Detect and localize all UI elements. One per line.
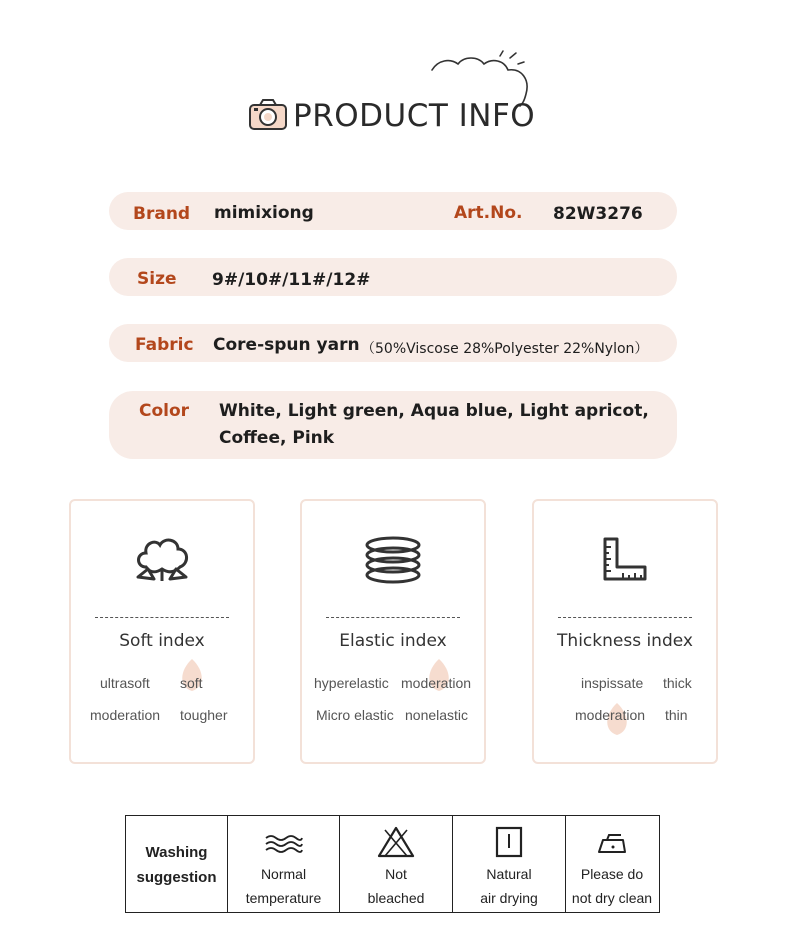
color-value-line1: White, Light green, Aqua blue, Light apricot, <box>219 401 649 421</box>
fabric-label: Fabric <box>135 335 194 355</box>
thickness-index-card <box>532 499 718 764</box>
option-thick: thick <box>663 675 692 691</box>
washing-item-bleach <box>339 816 452 912</box>
divider <box>558 617 692 618</box>
option-moderation: moderation <box>575 707 646 723</box>
washing-header-line1: Washing <box>145 844 208 861</box>
washing-item-drying <box>452 816 565 912</box>
option-ultrasoft: ultrasoft <box>100 675 150 691</box>
soft-index-title: Soft index <box>119 631 205 651</box>
no-bleach-icon <box>377 826 415 858</box>
camera-icon <box>248 97 288 131</box>
washing-item-line2: temperature <box>245 890 322 906</box>
option-thin: thin <box>665 707 688 723</box>
fabric-row <box>109 324 677 362</box>
soft-index-card <box>69 499 255 764</box>
divider <box>326 617 460 618</box>
line-dry-icon <box>494 826 524 858</box>
fabric-detail: （50%Viscose 28%Polyester 22%Nylon） <box>361 341 649 357</box>
option-moderation: moderation <box>90 707 161 723</box>
size-label: Size <box>137 269 177 289</box>
washing-item-line1: Please do <box>580 866 644 882</box>
size-row <box>109 258 677 296</box>
option-moderation: moderation <box>401 675 472 691</box>
option-hyperelastic: hyperelastic <box>314 675 389 691</box>
washing-item-line1: Natural <box>486 866 532 882</box>
washing-item-line2: air drying <box>480 890 538 906</box>
water-waves-icon <box>264 834 304 854</box>
brand-label: Brand <box>133 204 191 224</box>
thickness-index-title: Thickness index <box>557 631 693 651</box>
washing-item-dry-clean <box>565 816 658 912</box>
washing-item-line2: bleached <box>367 890 425 906</box>
size-value: 9#/10#/11#/12# <box>212 270 371 290</box>
elastic-index-card <box>300 499 486 764</box>
washing-item-line1: Normal <box>260 866 307 882</box>
option-inspissate: inspissate <box>581 675 644 691</box>
washing-header-cell <box>126 816 227 912</box>
color-label: Color <box>139 401 190 421</box>
color-row <box>109 391 677 459</box>
option-micro-elastic: Micro elastic <box>316 707 394 723</box>
option-nonelastic: nonelastic <box>405 707 469 723</box>
option-soft: soft <box>180 675 203 691</box>
brand-row <box>109 192 677 230</box>
artno-value: 82W3276 <box>553 204 643 224</box>
elastic-index-title: Elastic index <box>339 631 447 651</box>
divider <box>95 617 229 618</box>
cotton-icon <box>132 533 192 589</box>
washing-item-line1: Not <box>385 866 407 882</box>
washing-item-line2: not dry clean <box>571 890 653 906</box>
washing-item-temperature <box>227 816 339 912</box>
product-info-header <box>0 50 790 150</box>
coil-spring-icon <box>363 533 423 589</box>
no-iron-icon <box>595 832 629 856</box>
fabric-value: Core-spun yarn <box>213 335 360 355</box>
artno-label: Art.No. <box>454 203 523 223</box>
ruler-icon <box>595 533 655 589</box>
washing-header-line2: suggestion <box>136 869 217 886</box>
option-tougher: tougher <box>180 707 228 723</box>
page-title: PRODUCT INFO <box>293 98 536 134</box>
color-value-line2: Coffee, Pink <box>219 428 335 448</box>
washing-suggestion-table <box>125 815 660 913</box>
brand-value: mimixiong <box>214 203 314 223</box>
